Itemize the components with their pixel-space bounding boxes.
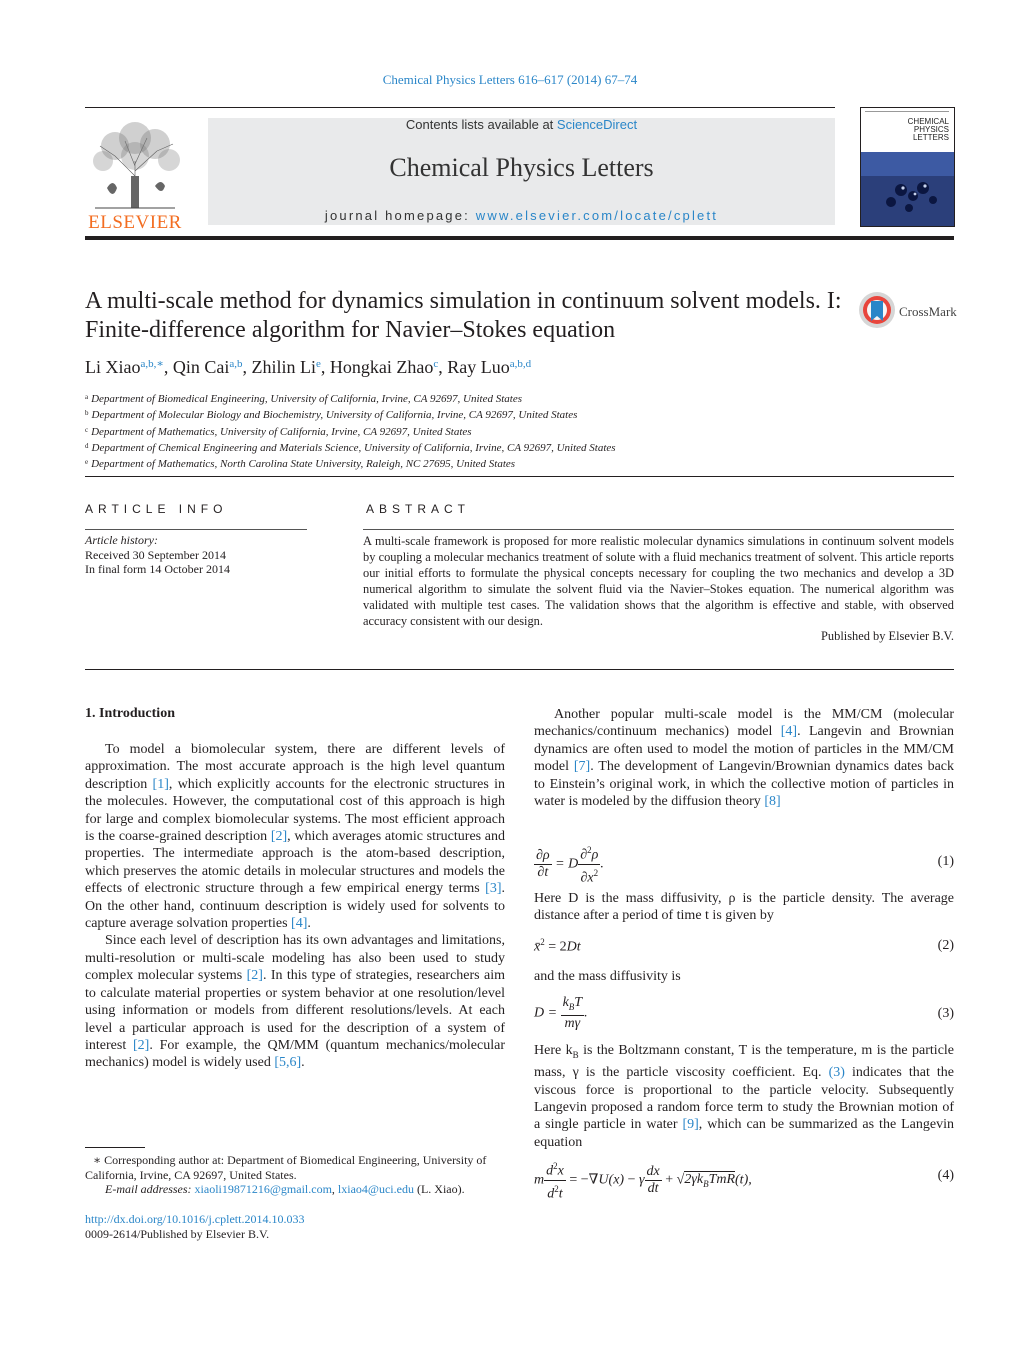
equation-3: D = $\frac{k_BT}{m\gamma}$ . (534, 995, 588, 1031)
abstract-bottom-rule (85, 669, 954, 670)
elsevier-logo[interactable] (85, 116, 185, 233)
crossmark-label: CrossMark (899, 304, 957, 319)
reference-link[interactable]: [5,6] (274, 1055, 302, 1071)
affiliation: $^b$ Department of Molecular Biology and Biochemistry, University of California, Irvine, CA 92697, United States (85, 409, 578, 422)
intro-paragraph-2: Since each level of description has its own advantages and limitations, multi-resolution or multi-scale modeling has also been used to study complex molecular systems [2]. In this type of strategies, researchers aim to calculate material properties or system behavior at one resolution/level using information or models from different resolutions/levels. At each level a particular approach is used for the description of a system of interest [2]. For example, the QM/MM (quantum mechanics/molecular mechanics) model is widely used [5,6]. (85, 933, 505, 1071)
author[interactable]: Zhilin Li$^e$ (251, 357, 321, 377)
author[interactable]: Qin Cai$^{a,b}$ (172, 357, 243, 377)
header-top-rule (85, 107, 835, 108)
author[interactable]: Hongkai Zhao$^c$ (329, 357, 439, 377)
cover-image (861, 152, 954, 226)
equation-number: (1) (937, 854, 954, 869)
article-title: A multi-scale method for dynamics simulation in continuum solvent models. I: Finite-difference algorithm for Navier–Stokes equation (85, 288, 842, 343)
right-column-paragraph-3: and the mass diffusivity is (534, 969, 681, 984)
equation-4: m $\frac{d^2x}{d^2t}$ = −∇U(x) − γ $\frac{dx}{dt}$ + $√2\gamma k_BTmR(t)$, (534, 1158, 954, 1202)
elsevier-wordmark: ELSEVIER (88, 212, 182, 233)
reference-link[interactable]: [4] (780, 724, 798, 740)
affiliation: $^c$ Department of Mathematics, University of California, Irvine, CA 92697, United States (85, 425, 472, 438)
email-link[interactable]: xiaoli19871216@gmail.com (194, 1182, 332, 1196)
reference-link[interactable]: [2] (246, 968, 263, 984)
author[interactable]: Li Xiao$^{a,b,∗}$ (85, 357, 164, 377)
right-column-paragraph-2: Here D is the mass diffusivity, ρ is the particle density. The average distance after a period of time t is given by (534, 891, 954, 924)
equation-number: (4) (937, 1168, 954, 1183)
right-column-paragraph-1: Another popular multi-scale model is the MM/CM (molecular mechanics/continuum mechanics) model [4]. Langevin and Brownian dynamics are often used to model the motion of particles in the MM/CM model [7]. The development of Langevin/Brownian dynamics dates back to Einstein’s original work, in which the collective motion of particles in water is modeled by the diffusion theory [8] (534, 707, 955, 810)
doi-link[interactable]: http://dx.doi.org/10.1016/j.cplett.2014.10.033 (85, 1212, 305, 1226)
bottom-info (85, 1212, 304, 1241)
equation-number: (2) (937, 938, 954, 953)
reference-link[interactable]: [8] (764, 794, 781, 810)
author-list: Li Xiao$^{a,b,∗}$, Qin Cai$^{a,b}$, Zhilin Li$^e$, Hongkai Zhao$^c$, Ray Luo$^{a,b,d}$ (85, 357, 532, 377)
reference-link[interactable]: [7] (573, 759, 591, 775)
abstract-text: A multi-scale framework is proposed for more realistic molecular dynamics simulations in continuum solvent models by coupling a molecular mechanics treatment of solute with a fluid mechanics treatment of solvent. This article reports our initial efforts to formulate the physical concepts necessary for coupling the two mechanics and develop a 3D numerical algorithm to simulate the solvent fluid via the Navier–Stokes equation. The numerical algorithm was validated with multiple test cases. The validation shows that the algorithm is effective and stable, with observed accuracy consistent with our design. (363, 534, 954, 628)
crossmark-icon (858, 291, 896, 329)
intro-column (85, 741, 505, 1072)
crossmark-badge[interactable] (858, 291, 958, 329)
sciencedirect-link[interactable]: ScienceDirect (556, 117, 638, 132)
author[interactable]: Ray Luo$^{a,b,d}$ (447, 357, 532, 377)
equation-1: $\frac{\partial\rho}{\partial t}$ = D $\frac{\partial^2\rho}{\partial x^2}$ . (534, 842, 954, 886)
affiliation-rule (85, 476, 954, 477)
journal-citation[interactable]: Chemical Physics Letters 616–617 (2014) 67–74 (382, 72, 638, 87)
contents-line: Contents lists available at ScienceDirect (405, 117, 638, 132)
elsevier-tree-icon (85, 116, 185, 211)
right-column-paragraph-4: Here $k_B$ is the Boltzmann constant, T is the temperature, m is the particle mass, γ is the particle viscosity coefficient. Eq. (3) indicates that the viscous force is proportional to the particle velocity. Subsequently Langevin proposed a random force term to study the Brownian motion of a single particle in water [9], which can be summarized as the Langevin equation (534, 1043, 955, 1150)
affiliation: $^e$ Department of Mathematics, North Carolina State University, Raleigh, NC 27695, United States (85, 458, 516, 471)
affiliations (85, 390, 616, 471)
cover-title: CHEMICAL PHYSICS LETTERS (907, 117, 949, 142)
equation-number: (3) (937, 1006, 954, 1021)
equation-link[interactable]: (3) (828, 1065, 845, 1081)
section-heading-introduction: 1. Introduction (85, 706, 175, 721)
article-info-heading: ARTICLE INFO (85, 502, 228, 516)
article-history: Article history: Received 30 September 2014 In final form 14 October 2014 (85, 533, 230, 576)
affiliation: $^d$ Department of Chemical Engineering and Materials Science, University of California, Irvine, CA 92697, United States (85, 441, 616, 454)
footnote: ∗ Corresponding author at: Department of Biomedical Engineering, University of California, Irvine, CA 92697, United States. E-mail addresses: xiaoli19871216@gmail.com, lxiao4@uci.edu (L. Xiao). (85, 1153, 487, 1196)
reference-link[interactable]: [1] (152, 776, 169, 792)
published-by: Published by Elsevier B.V. (821, 629, 954, 643)
journal-cover[interactable] (860, 107, 955, 227)
article-info-rule (85, 529, 307, 530)
journal-title: Chemical Physics Letters (389, 153, 654, 182)
reference-link[interactable]: [2] (270, 829, 288, 845)
affiliation: $^a$ Department of Biomedical Engineering, University of California, Irvine, CA 92697, United States (85, 393, 522, 405)
footnote-rule (85, 1147, 145, 1148)
abstract-heading: ABSTRACT (366, 502, 471, 516)
issn: 0009-2614/Published by Elsevier B.V. (85, 1226, 270, 1241)
reference-link[interactable]: [4] (291, 916, 308, 932)
email-link[interactable]: lxiao4@uci.edu (337, 1182, 414, 1196)
reference-link[interactable]: [3] (485, 881, 502, 897)
abstract-rule (363, 529, 954, 530)
journal-homepage: journal homepage: www.elsevier.com/locate/cplett (324, 208, 719, 223)
reference-link[interactable]: [9] (682, 1117, 699, 1133)
equation-2: x̄$^2$ = 2Dt (534, 937, 581, 955)
reference-link[interactable]: [2] (133, 1037, 150, 1053)
intro-paragraph-1: To model a biomolecular system, there are different levels of approximation. The most accurate approach is the high level quantum description [1], which explicitly accounts for the electronic structures in the molecules. However, the computational cost of this approach is high for large and complex biomolecular systems. The most efficient approach is the coarse-grained description [2], which averages atomic structures and properties. The intermediate approach is the atom-based description, which preserves the atomic details in molecular structures and models the effects of electronic structure through a few empirical energy terms [3]. On the other hand, continuum description is widely used for solvents to capture average solvation properties [4]. (85, 742, 506, 932)
homepage-link[interactable]: www.elsevier.com/locate/cplett (475, 208, 719, 223)
header-bottom-rule (85, 236, 954, 240)
